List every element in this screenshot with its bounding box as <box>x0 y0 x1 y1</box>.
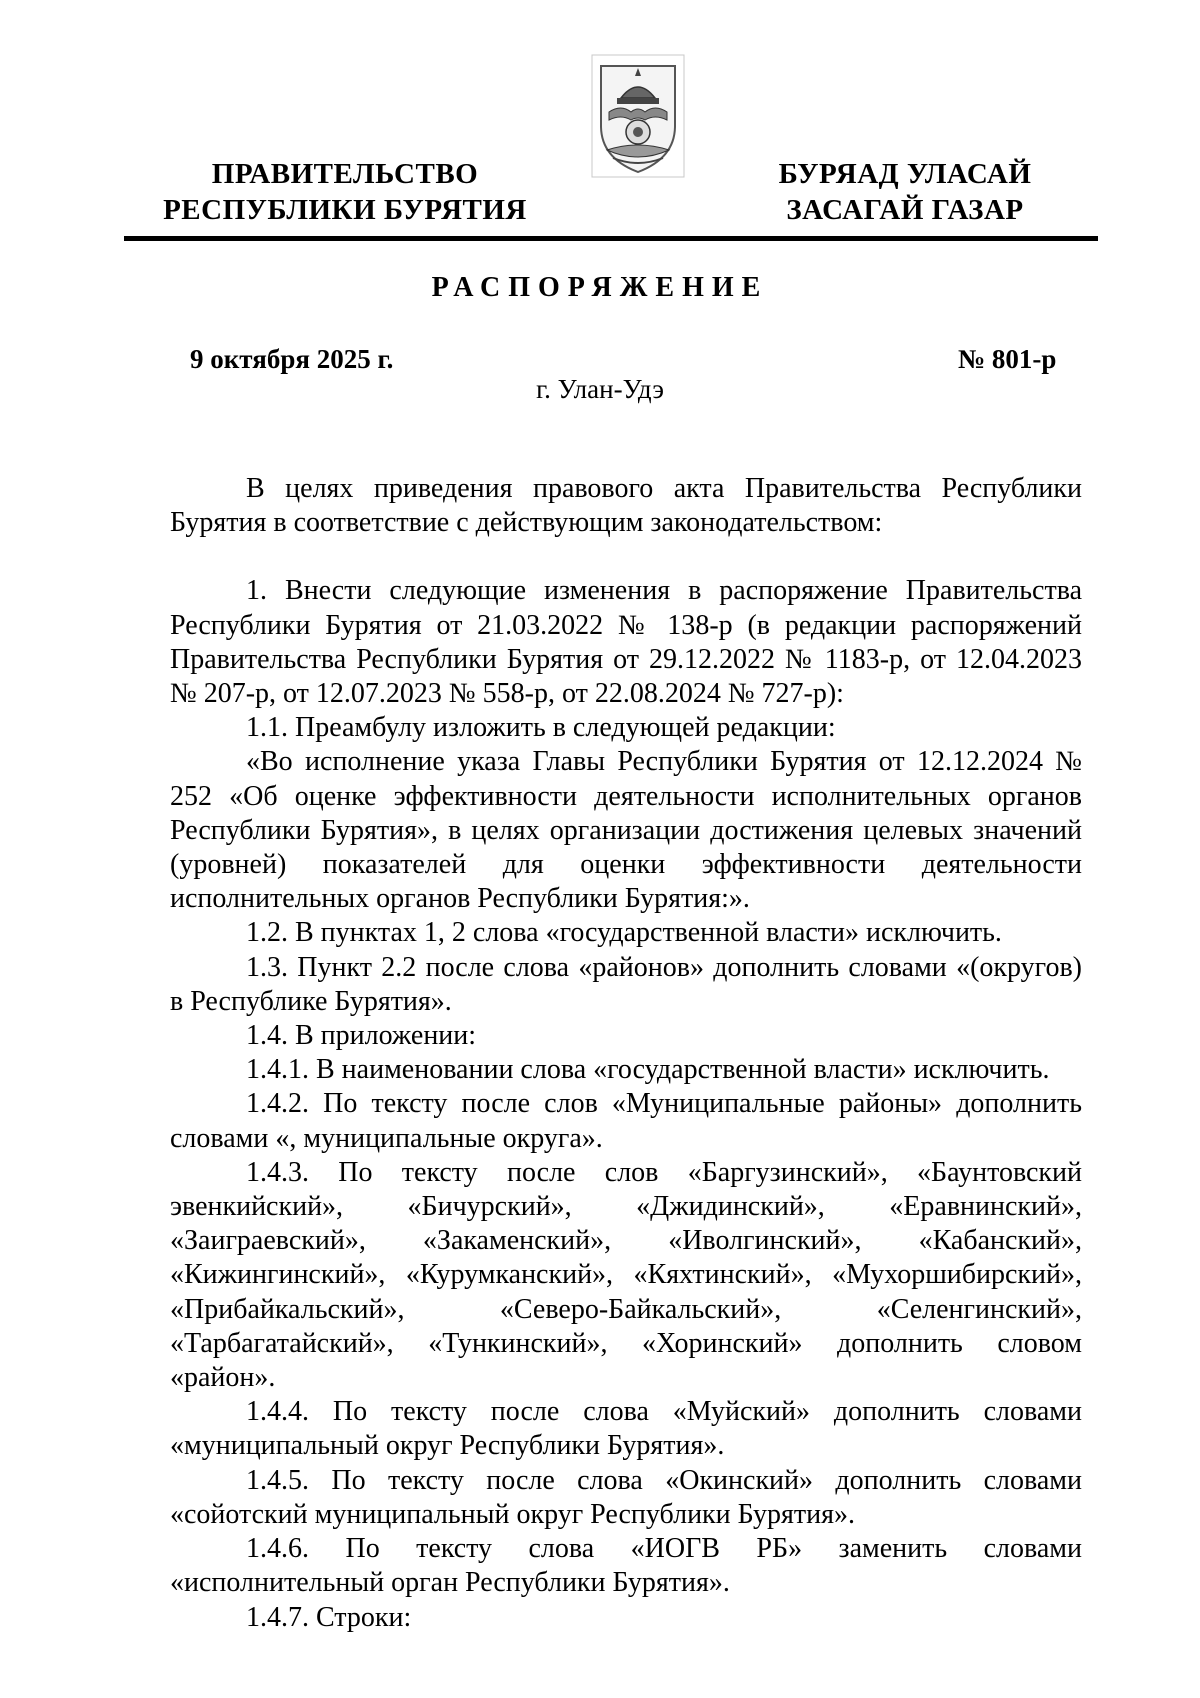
paragraph-1-4-3: 1.4.3. По тексту после слов «Баргузинский», «Баунтовский эвенкийский», «Бичурский», «Джидинский», «Еравнинский», «Заиграевский», «Закаменский», «Иволгинский», «Кабанский», «Кижингинский», «Курумканский», «Кяхтинский», «Мухоршибирский», «Прибайкальский», «Северо-Байкальский», «Селенгинский», «Тарбагатайский», «Тункинский», «Хоринский» дополнить словом «район». <box>170 1156 1082 1394</box>
government-name-russian <box>160 156 530 228</box>
header-divider <box>124 236 1098 241</box>
org-right-line2: ЗАСАГАЙ ГАЗАР <box>786 194 1024 226</box>
paragraph-1: 1. Внести следующие изменения в распоряжение Правительства Республики Бурятия от 21.03.2022 № 138-р (в редакции распоряжений Правительства Республики Бурятия от 29.12.2022 № 1183-р, от 12.04.2023 № 207-р, от 12.07.2023 № 558-р, от 22.08.2024 № 727-р): <box>170 575 1082 710</box>
paragraph-1-4-4: 1.4.4. По тексту после слова «Муйский» дополнить словами «муниципальный округ Республики Бурятия». <box>170 1396 1082 1462</box>
paragraph-1-2: 1.2. В пунктах 1, 2 слова «государственной власти» исключить. <box>246 917 1002 949</box>
document-body <box>170 472 1082 1635</box>
paragraph-1-4-2: 1.4.2. По тексту после слов «Муниципальные районы» дополнить словами «, муниципальные округа». <box>170 1088 1082 1154</box>
org-left-line2: РЕСПУБЛИКИ БУРЯТИЯ <box>163 194 527 226</box>
paragraph-1-4: 1.4. В приложении: <box>246 1020 477 1052</box>
government-name-buryat <box>760 156 1050 228</box>
org-left-line1: ПРАВИТЕЛЬСТВО <box>211 158 479 190</box>
paragraph-1-4-6: 1.4.6. По тексту слова «ИОГВ РБ» заменить словами «исполнительный орган Республики Бурятия». <box>170 1533 1082 1599</box>
document-number: № 801-р <box>958 344 1057 374</box>
document-type-title: РАСПОРЯЖЕНИЕ <box>431 272 769 303</box>
paragraph-1-3: 1.3. Пункт 2.2 после слова «районов» дополнить словами «(округов) в Республике Бурятия». <box>170 951 1082 1017</box>
coat-of-arms-icon <box>591 54 685 178</box>
org-right-line1: БУРЯАД УЛАСАЙ <box>778 158 1032 190</box>
document-date: 9 октября 2025 г. <box>190 344 394 374</box>
paragraph-1-4-7: 1.4.7. Строки: <box>246 1601 412 1633</box>
paragraph-quote: «Во исполнение указа Главы Республики Бурятия от 12.12.2024 № 252 «Об оценке эффективности деятельности исполнительных органов Республики Бурятия», в целях организации достижения целевых значений (уровней) показателей для оценки эффективности деятельности исполнительных органов Республики Бурятия:». <box>170 746 1082 915</box>
paragraph-1-4-5: 1.4.5. По тексту после слова «Окинский» дополнить словами «сойотский муниципальный округ Республики Бурятия». <box>170 1464 1082 1530</box>
paragraph-1-1: 1.1. Преамбулу изложить в следующей редакции: <box>246 712 836 744</box>
paragraph-preamble: В целях приведения правового акта Правительства Республики Бурятия в соответствие с действующим законодательством: <box>170 473 1082 539</box>
paragraph-1-4-1: 1.4.1. В наименовании слова «государственной власти» исключить. <box>246 1054 1050 1086</box>
document-city: г. Улан-Удэ <box>536 374 664 404</box>
